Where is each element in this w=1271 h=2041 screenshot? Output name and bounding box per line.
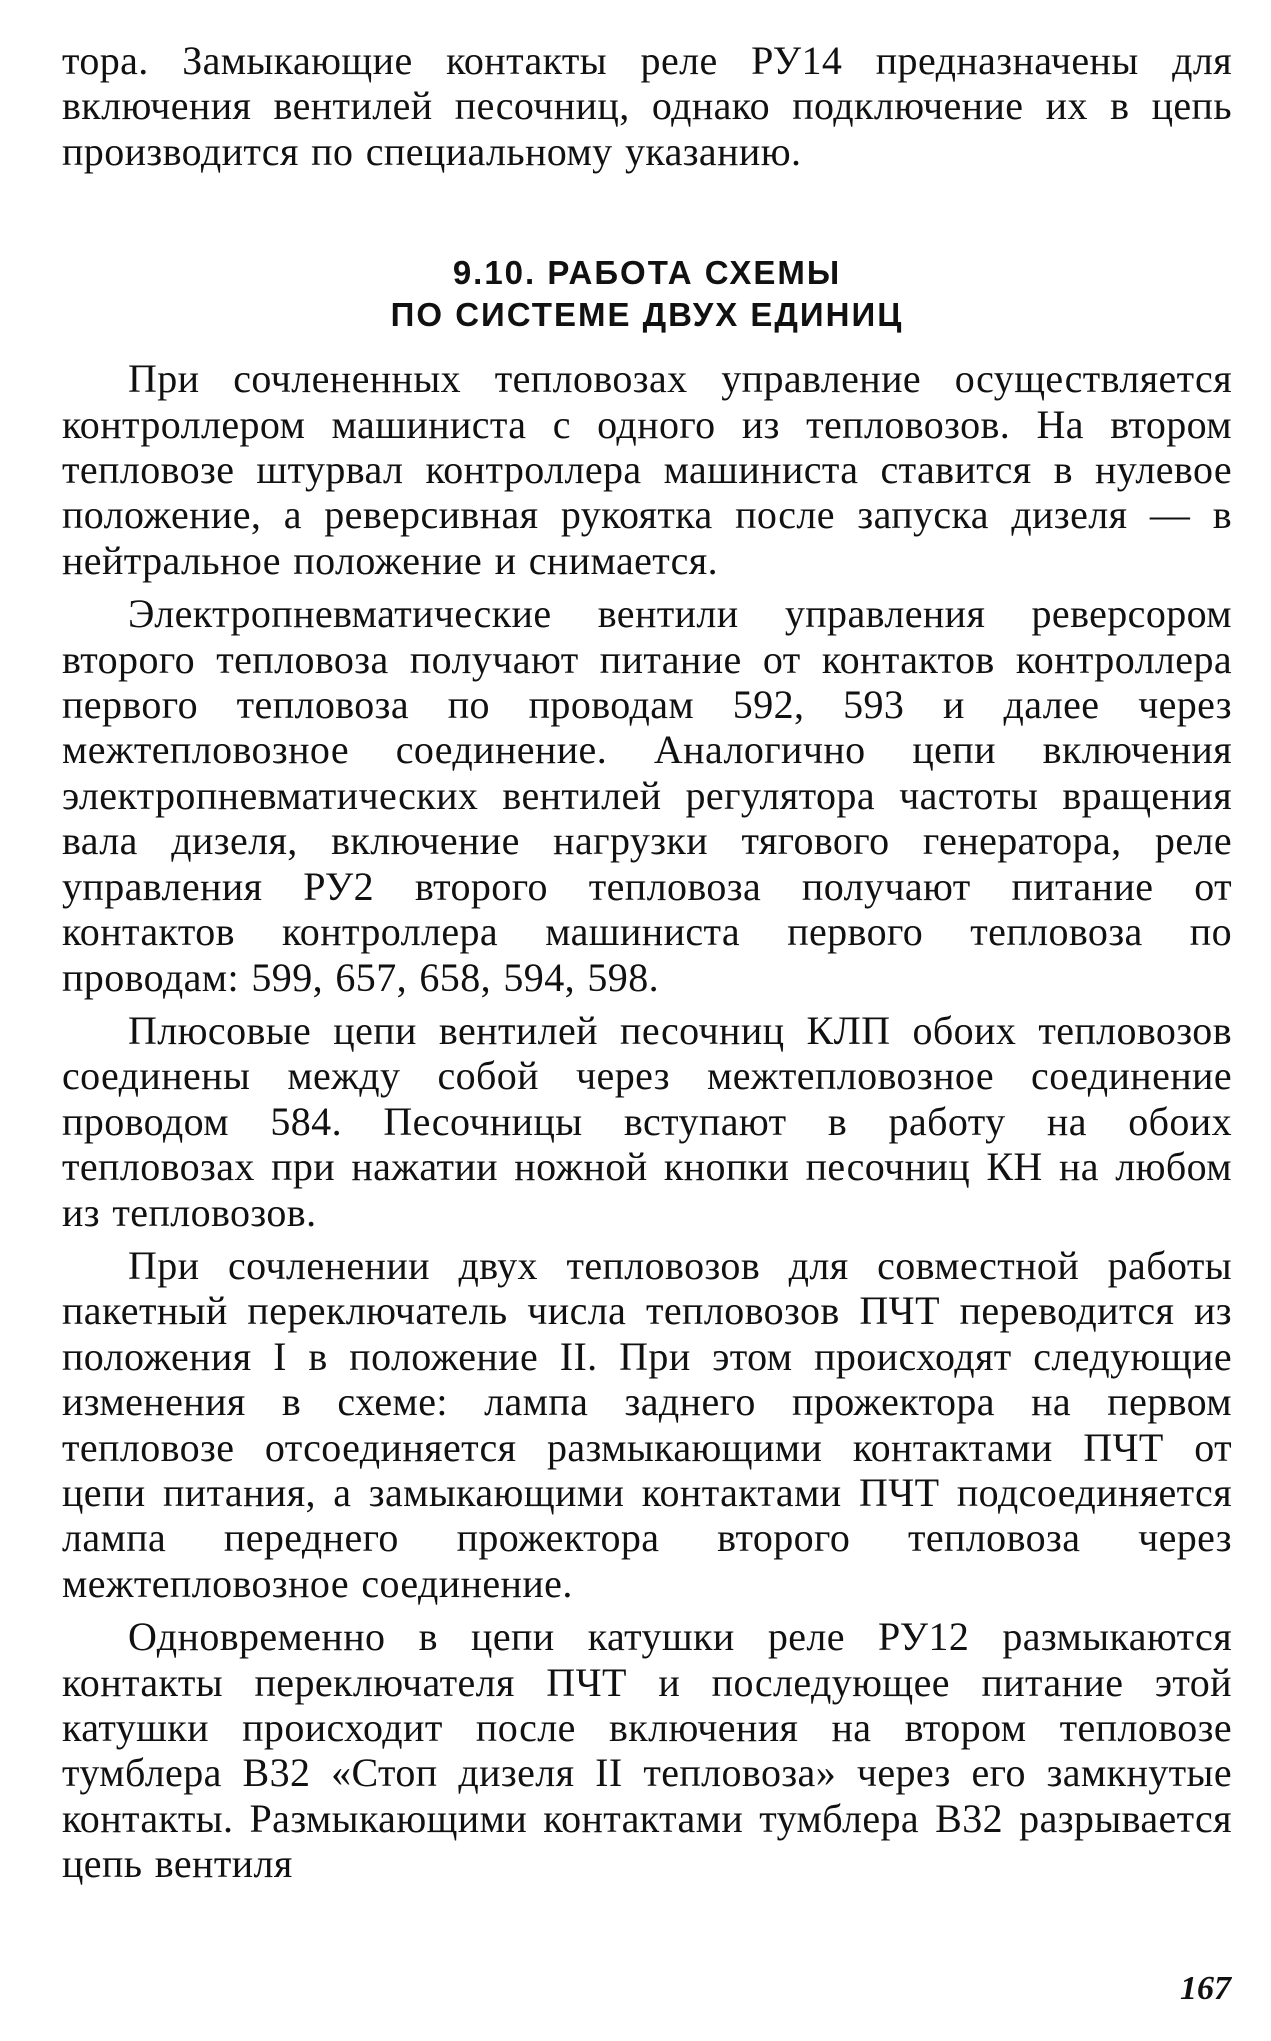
continuation-paragraph: тора. Замыкающие контакты реле РУ14 предназначены для включения вентилей песочниц, однако подключение их в цепь производится по специальному указанию.	[62, 38, 1232, 174]
paragraph-1: При сочлененных тепловозах управление осуществляется контроллером машиниста с одного из тепловозов. На втором тепловозе штурвал контроллера машиниста ставится в нулевое положение, а реверсивная рукоятка после запуска дизеля — в нейтральное положение и снимается.	[62, 356, 1232, 583]
section-title-line-1: 9.10. РАБОТА СХЕМЫ	[452, 254, 842, 292]
paragraph-3: Плюсовые цепи вентилей песочниц КЛП обоих тепловозов соединены между собой через межтепловозное соединение проводом 584. Песочницы вступают в работу на обоих тепловозах при нажатии ножной кнопки песочниц КН на любом из тепловозов.	[62, 1007, 1232, 1235]
paragraph-5: Одновременно в цепи катушки реле РУ12 размыкаются контакты переключателя ПЧТ и последующее питание этой катушки происходит после включения на втором тепловозе тумблера В32 «Стоп дизеля II тепловоза» через его замкнутые контакты. Размыкающими контактами тумблера В32 разрывается цепь вентиля	[62, 1614, 1232, 1887]
section-heading	[62, 252, 1232, 336]
page-body	[62, 38, 1232, 1887]
paragraph-4: При сочленении двух тепловозов для совместной работы пакетный переключатель числа тепловозов ПЧТ переводится из положения I в положение II. При этом происходят следующие изменения в схеме: лампа заднего прожектора на первом тепловозе отсоединяется размыкающими контактами ПЧТ от цепи питания, а замыкающими контактами ПЧТ подсоединяется лампа переднего прожектора второго тепловоза через межтепловозное соединение.	[62, 1242, 1232, 1606]
section-title-line-2: ПО СИСТЕМЕ ДВУХ ЕДИНИЦ	[390, 296, 904, 334]
page-number: 167	[1180, 1970, 1231, 2007]
paragraph-2: Электропневматические вентили управления реверсором второго тепловоза получают питание от контактов контроллера первого тепловоза по проводам 592, 593 и далее через межтепловозное соединение. Аналогично цепи включения электропневматических вентилей регулятора частоты вращения вала дизеля, включение нагрузки тягового генератора, реле управления РУ2 второго тепловоза получают питание от контактов контроллера машиниста первого тепловоза по проводам: 599, 657, 658, 594, 598.	[62, 591, 1232, 1000]
